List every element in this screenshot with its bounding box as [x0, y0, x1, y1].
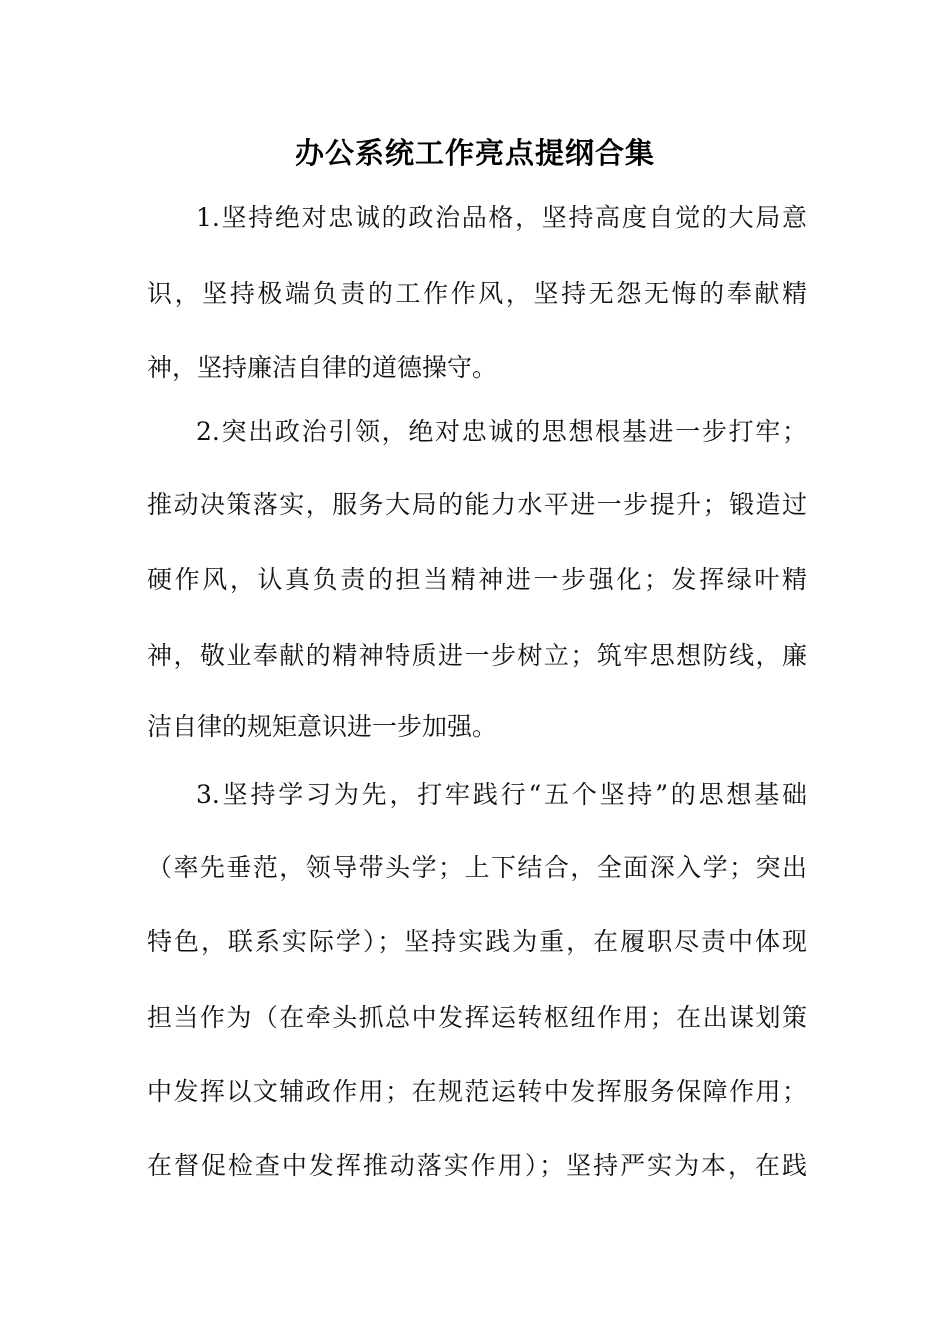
document-title: 办公系统工作亮点提纲合集	[294, 136, 655, 170]
paragraph-1-line-3: 神，坚持廉洁自律的道德操守。	[147, 353, 498, 382]
paragraph-2-line-3: 硬作风，认真负责的担当精神进一步强化；发挥绿叶精	[147, 565, 807, 594]
paragraph-1-line-1: 1.坚持绝对忠诚的政治品格，坚持高度自觉的大局意	[196, 203, 807, 232]
paragraph-2-line-1: 2.突出政治引领，绝对忠诚的思想根基进一步打牢；	[196, 417, 807, 446]
paragraph-2-line-2: 推动决策落实，服务大局的能力水平进一步提升；锻造过	[147, 490, 807, 519]
paragraph-1-line-2: 识，坚持极端负责的工作作风，坚持无怨无悔的奉献精	[147, 279, 807, 308]
paragraph-3-line-4: 担当作为（在牵头抓总中发挥运转枢纽作用；在出谋划策	[147, 1003, 807, 1032]
paragraph-3-line-6: 在督促检查中发挥推动落实作用）；坚持严实为本，在践	[147, 1151, 807, 1180]
paragraph-3-line-1: 3.坚持学习为先，打牢践行“五个坚持”的思想基础	[196, 780, 807, 809]
paragraph-3-line-3: 特色，联系实际学）；坚持实践为重，在履职尽责中体现	[147, 927, 807, 956]
paragraph-2-line-4: 神，敬业奉献的精神特质进一步树立；筑牢思想防线，廉	[147, 641, 807, 670]
paragraph-2-line-5: 洁自律的规矩意识进一步加强。	[147, 712, 498, 741]
paragraph-3-line-2: （率先垂范，领导带头学；上下结合，全面深入学；突出	[147, 853, 807, 882]
paragraph-3-line-5: 中发挥以文辅政作用；在规范运转中发挥服务保障作用；	[147, 1077, 807, 1106]
